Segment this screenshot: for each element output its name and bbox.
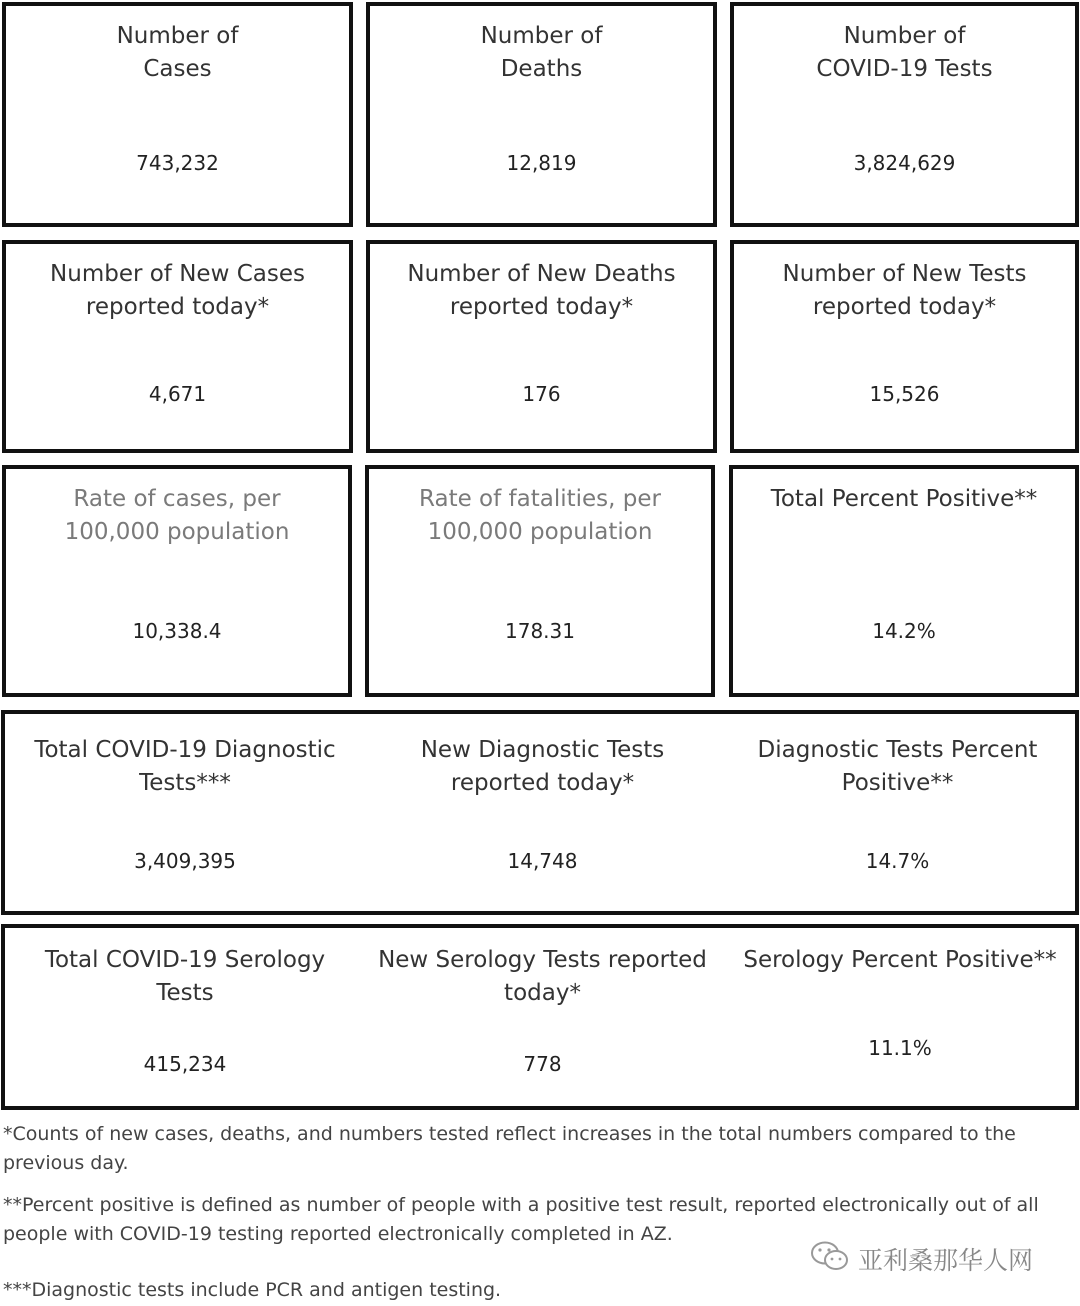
stat-value: 11.1% <box>868 1036 932 1060</box>
diagnostic-positive-col <box>720 714 1075 911</box>
stat-label: Rate of fatalities, per 100,000 population <box>419 486 661 545</box>
stat-card-tests <box>730 2 1079 227</box>
stat-value: 4,671 <box>148 382 207 406</box>
stat-value: 14.7% <box>865 849 930 873</box>
stat-value: 178.31 <box>505 619 575 643</box>
stat-label: Serology Percent Positive** <box>743 947 1057 973</box>
stat-value: 12,819 <box>506 151 577 175</box>
stat-value: 14.2% <box>872 619 936 643</box>
stat-card-cases <box>2 2 353 227</box>
footnote-percent-positive: **Percent positive is defined as number of people with a positive test result, reported electronically out of all people with COVID-19 testing reported electronically completed in AZ. <box>3 1194 1039 1245</box>
stat-value: 15,526 <box>869 382 940 406</box>
stat-label: Diagnostic Tests Percent Positive** <box>757 737 1038 796</box>
serology-new-col <box>365 928 720 1106</box>
stat-value: 10,338.4 <box>132 619 222 643</box>
stat-card-new-cases <box>2 240 353 453</box>
footnote-diagnostic-tests: ***Diagnostic tests include PCR and antigen testing. <box>3 1279 502 1301</box>
stat-label: Number of Deaths <box>480 23 603 82</box>
stat-value: 743,232 <box>136 151 219 175</box>
stat-label: Number of New Tests reported today* <box>782 261 1027 320</box>
stat-label: Total COVID-19 Diagnostic Tests*** <box>34 737 336 796</box>
stat-label: New Diagnostic Tests reported today* <box>420 737 665 796</box>
stat-card-deaths <box>366 2 717 227</box>
stat-card-new-tests <box>730 240 1079 453</box>
stat-card-new-deaths <box>366 240 717 453</box>
serology-positive-col <box>720 928 1080 1106</box>
serology-tests-panel <box>1 924 1079 1110</box>
stat-card-fatality-rate <box>365 465 715 697</box>
stat-value: 176 <box>522 382 561 406</box>
stat-label: New Serology Tests reported today* <box>378 947 707 1006</box>
stat-label: Number of New Cases reported today* <box>50 261 305 320</box>
serology-total-col <box>5 928 365 1106</box>
diagnostic-new-col <box>365 714 720 911</box>
stat-card-case-rate <box>2 465 352 697</box>
stat-value: 3,409,395 <box>134 849 236 873</box>
stat-label: Number of New Deaths reported today* <box>407 261 676 320</box>
wechat-icon <box>810 1240 850 1278</box>
stat-label: Number of Cases <box>116 23 239 82</box>
stat-value: 3,824,629 <box>853 151 956 175</box>
stat-value: 778 <box>523 1052 562 1076</box>
stat-label: Number of COVID-19 Tests <box>816 23 993 82</box>
watermark <box>810 1240 1033 1278</box>
diagnostic-total-col <box>5 714 365 911</box>
stat-value: 415,234 <box>143 1052 227 1076</box>
stat-label: Rate of cases, per 100,000 population <box>64 486 290 545</box>
stat-label: Total COVID-19 Serology Tests <box>44 947 326 1006</box>
diagnostic-tests-panel <box>1 710 1079 915</box>
stat-value: 14,748 <box>507 849 578 873</box>
stat-label: Total Percent Positive** <box>770 486 1038 512</box>
watermark-text: 亚利桑那华人网 <box>858 1246 1034 1275</box>
footnote-new-counts: *Counts of new cases, deaths, and numbers tested reflect increases in the total numbers compared to the previous day. <box>3 1123 1016 1174</box>
stat-card-percent-positive <box>729 465 1079 697</box>
